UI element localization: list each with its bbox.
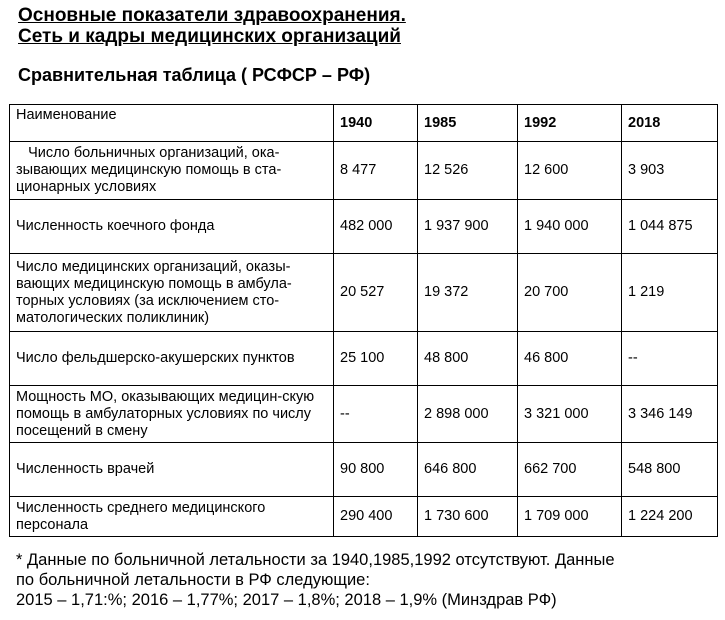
table-cell: 12 526 <box>418 142 518 200</box>
table-row <box>10 386 718 443</box>
row-label: Число фельдшерско-акушерских пунктов <box>10 332 334 386</box>
footnote-line-2: по больничной летальности в РФ следующие: <box>16 571 370 589</box>
footnote-line-1: * Данные по больничной летальности за 1940,1985,1992 отсутствуют. Данные <box>16 551 615 569</box>
table-cell: 1 224 200 <box>622 497 718 537</box>
row-label: Численность среднего медицинского персонала <box>10 497 334 537</box>
table-cell: 482 000 <box>334 200 418 254</box>
table-cell: 2 898 000 <box>418 386 518 443</box>
table-cell: 1 044 875 <box>622 200 718 254</box>
table-cell: 20 527 <box>334 254 418 332</box>
table-subtitle: Сравнительная таблица ( РСФСР – РФ) <box>18 65 371 85</box>
row-label: Численность коечного фонда <box>10 200 334 254</box>
table-row <box>10 332 718 386</box>
comparison-table <box>9 104 718 537</box>
table-cell: 20 700 <box>518 254 622 332</box>
table-cell: 1 730 600 <box>418 497 518 537</box>
table-cell: 48 800 <box>418 332 518 386</box>
table-row <box>10 142 718 200</box>
row-label: Мощность МО, оказывающих медицин-скую помощь в амбулаторных условиях по числу посещений в смену <box>10 386 334 443</box>
table-row <box>10 443 718 497</box>
table-row <box>10 254 718 332</box>
table-cell: -- <box>622 332 718 386</box>
table-cell: 12 600 <box>518 142 622 200</box>
table-cell: 3 346 149 <box>622 386 718 443</box>
footnote <box>16 550 721 610</box>
table-cell: 290 400 <box>334 497 418 537</box>
table-cell: 90 800 <box>334 443 418 497</box>
table-cell: 3 903 <box>622 142 718 200</box>
footnote-line-3: 2015 – 1,71:%; 2016 – 1,77%; 2017 – 1,8%; 2018 – 1,9% (Минздрав РФ) <box>16 591 557 609</box>
row-label: Численность врачей <box>10 443 334 497</box>
table-cell: 19 372 <box>418 254 518 332</box>
table-cell: 3 321 000 <box>518 386 622 443</box>
table-cell: 46 800 <box>518 332 622 386</box>
column-header-1940: 1940 <box>334 105 418 142</box>
table-cell: 646 800 <box>418 443 518 497</box>
table-cell: 25 100 <box>334 332 418 386</box>
table-cell: 8 477 <box>334 142 418 200</box>
table-cell: 1 709 000 <box>518 497 622 537</box>
table-row <box>10 200 718 254</box>
column-header-name: Наименование <box>10 105 334 142</box>
table-cell: 548 800 <box>622 443 718 497</box>
page-title-line-2: Сеть и кадры медицинских организаций <box>18 26 401 47</box>
column-header-2018: 2018 <box>622 105 718 142</box>
page-title-line-1: Основные показатели здравоохранения. <box>18 5 406 26</box>
table-cell: 1 940 000 <box>518 200 622 254</box>
table-header-row <box>10 105 718 142</box>
column-header-1992: 1992 <box>518 105 622 142</box>
row-label: Число медицинских организаций, оказы-вающих медицинскую помощь в амбула-торных условиях (за исключением сто-матологических поликлиник) <box>10 254 334 332</box>
table-cell: -- <box>334 386 418 443</box>
table-cell: 662 700 <box>518 443 622 497</box>
table-row <box>10 497 718 537</box>
row-label: Число больничных организаций, ока-зывающих медицинскую помощь в ста-ционарных условиях <box>10 142 334 200</box>
table-cell: 1 937 900 <box>418 200 518 254</box>
column-header-1985: 1985 <box>418 105 518 142</box>
table-cell: 1 219 <box>622 254 718 332</box>
